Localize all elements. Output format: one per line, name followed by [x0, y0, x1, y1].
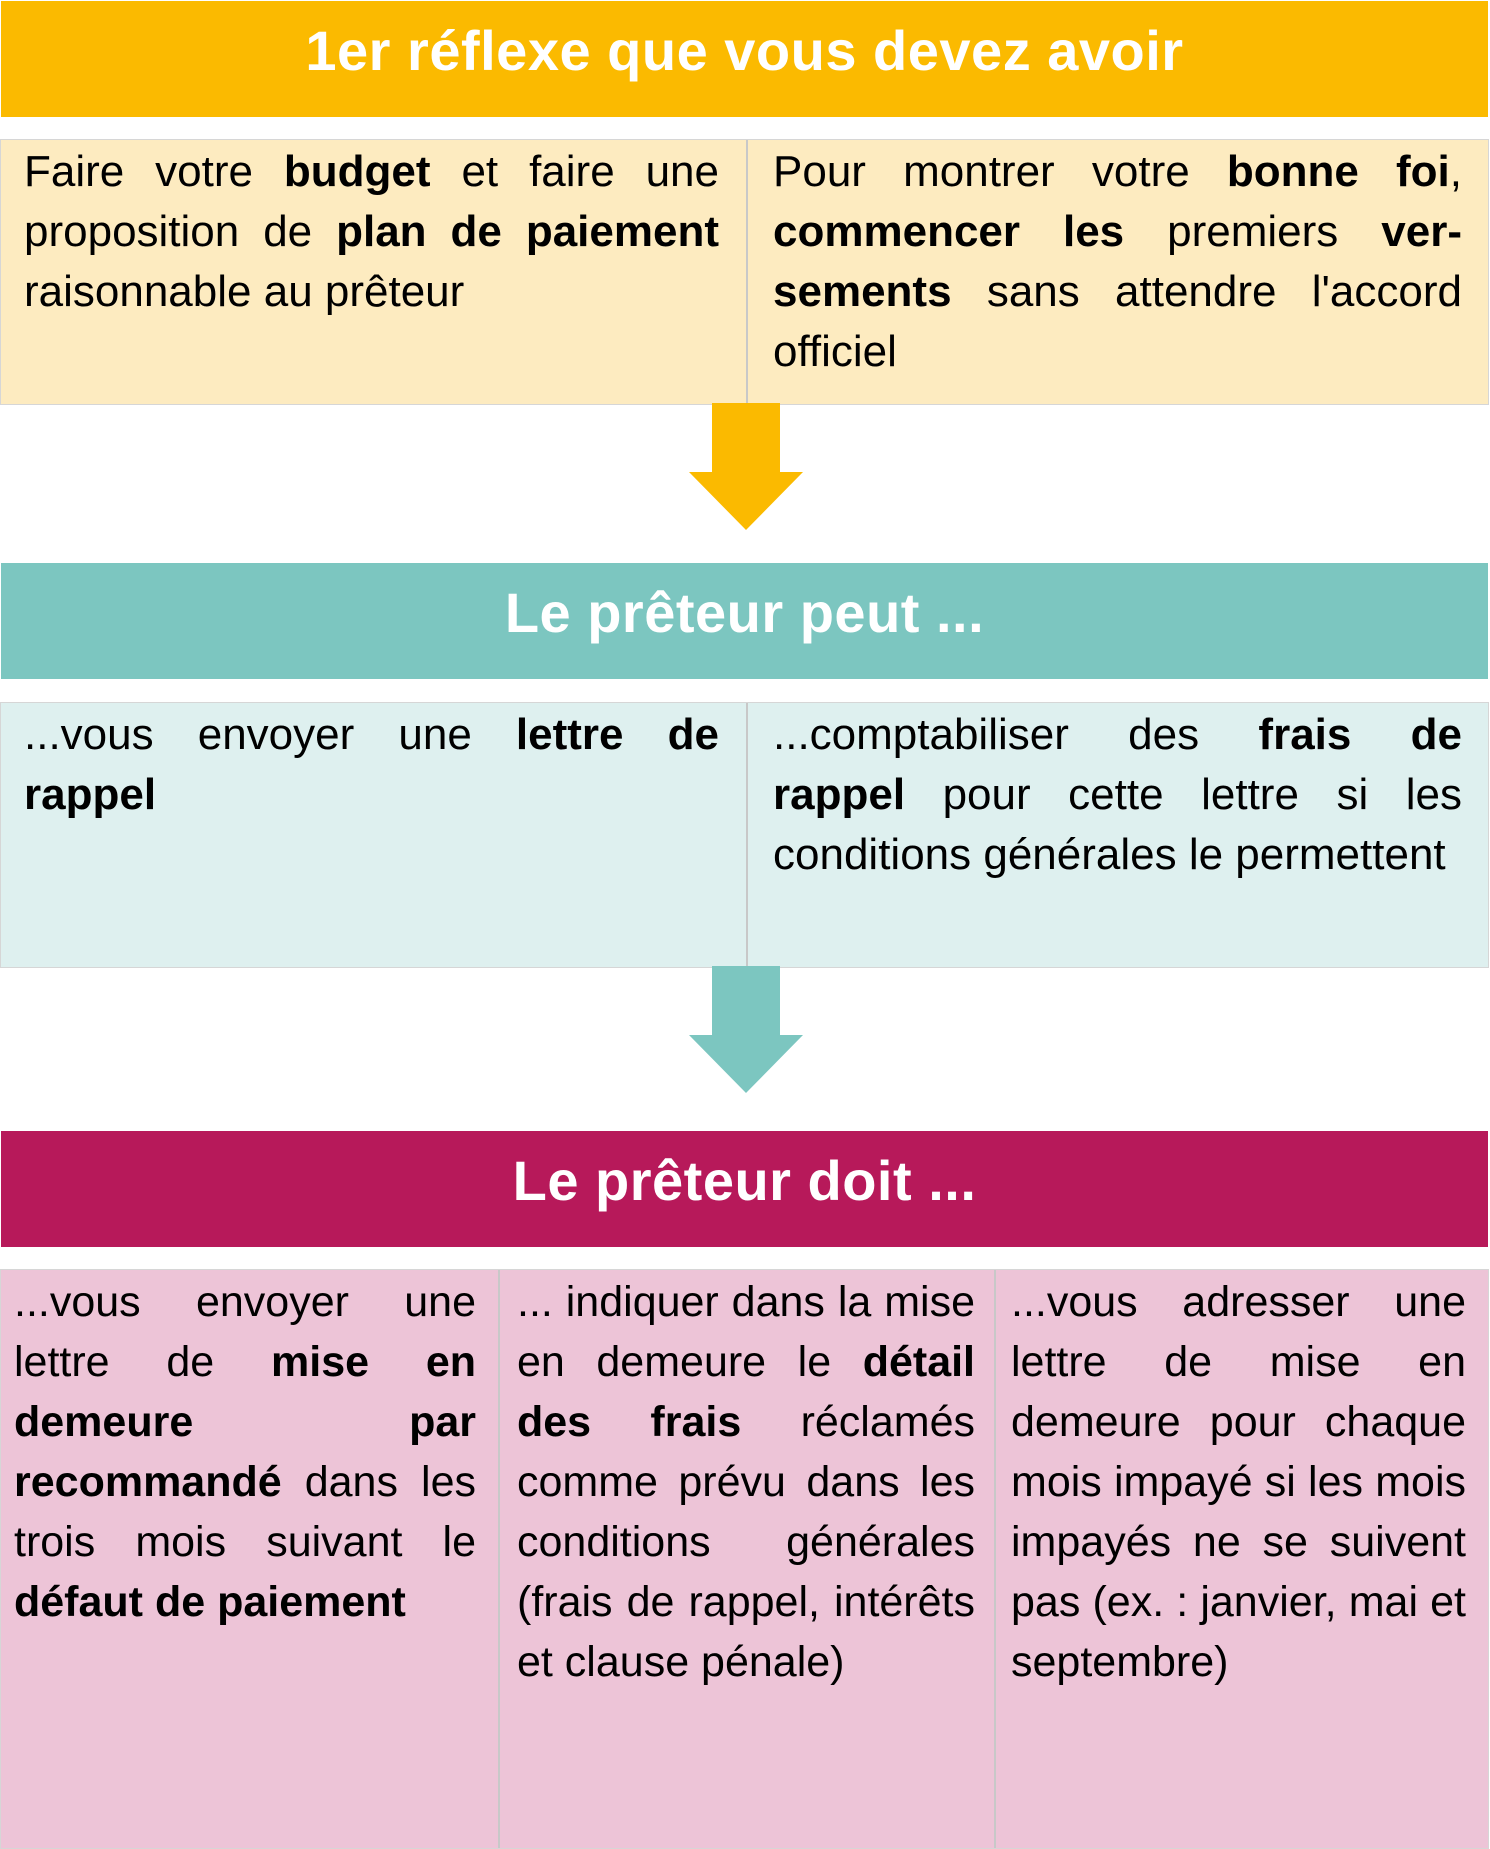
cell-lettre-rappel [1, 703, 746, 967]
body-text: sans attendre l'accord officiel [773, 267, 1462, 376]
section-lender-can-cells [0, 702, 1489, 968]
emphasized-text: frais de rappel [773, 710, 1463, 819]
section-header-lender-can [1, 563, 1488, 679]
body-text: , [1449, 147, 1462, 196]
body-text: réclamés comme prévu dans les conditions générales (frais de rappel, intérêts et clause pénale) [517, 1398, 975, 1686]
cell-bonne-foi [746, 140, 1488, 404]
section-header-first-reflex [1, 1, 1488, 117]
section-title: Le prêteur doit ... [512, 1149, 977, 1212]
down-arrow-icon [689, 966, 803, 1093]
down-arrow-icon [689, 403, 803, 530]
body-text: et faire une proposition de [24, 147, 720, 256]
body-text: ...vous envoyer une [24, 710, 516, 759]
cell-mise-en-demeure [1, 1270, 498, 1848]
emphasized-text: versements [773, 207, 1462, 316]
emphasized-text: plan de paiement [336, 207, 719, 256]
body-text: raisonnable au prêteur [24, 267, 465, 316]
section-title: 1er réflexe que vous devez avoir [305, 19, 1184, 82]
body-text: pour cette lettre si les conditions générales le permettent [773, 770, 1462, 879]
section-first-reflex-cells [0, 139, 1489, 405]
cell-budget [1, 140, 746, 404]
emphasized-text: défaut de paiement [14, 1578, 406, 1626]
body-text: ...vous adresser une lettre de mise en demeure pour chaque mois impayé si les mois impayés ne se suivent pas (ex. : janvier, mai et septembre) [1011, 1278, 1466, 1686]
body-text: dans les trois mois suivant le [14, 1458, 476, 1566]
emphasized-text: commencer les [773, 207, 1125, 256]
section-header-lender-must [1, 1131, 1488, 1247]
emphasized-text: budget [283, 147, 431, 196]
section-title: Le prêteur peut ... [504, 581, 985, 644]
cell-detail-frais [498, 1270, 994, 1848]
body-text: ...comptabiliser des [773, 710, 1259, 759]
emphasized-text: mise en demeure par recommandé [14, 1338, 476, 1506]
cell-mois-impayes [994, 1270, 1488, 1848]
body-text: ... indiquer dans la mise en demeure le [517, 1278, 975, 1386]
cell-frais-rappel [746, 703, 1488, 967]
section-lender-must-cells [0, 1269, 1489, 1849]
body-text: premiers [1124, 207, 1382, 256]
body-text: ...vous envoyer une lettre de [14, 1278, 476, 1386]
body-text: Pour montrer votre [773, 147, 1227, 196]
emphasized-text: détail des frais [517, 1338, 975, 1446]
emphasized-text: lettre de rappel [24, 710, 719, 819]
emphasized-text: bonne foi [1226, 147, 1450, 196]
body-text: Faire votre [24, 147, 284, 196]
